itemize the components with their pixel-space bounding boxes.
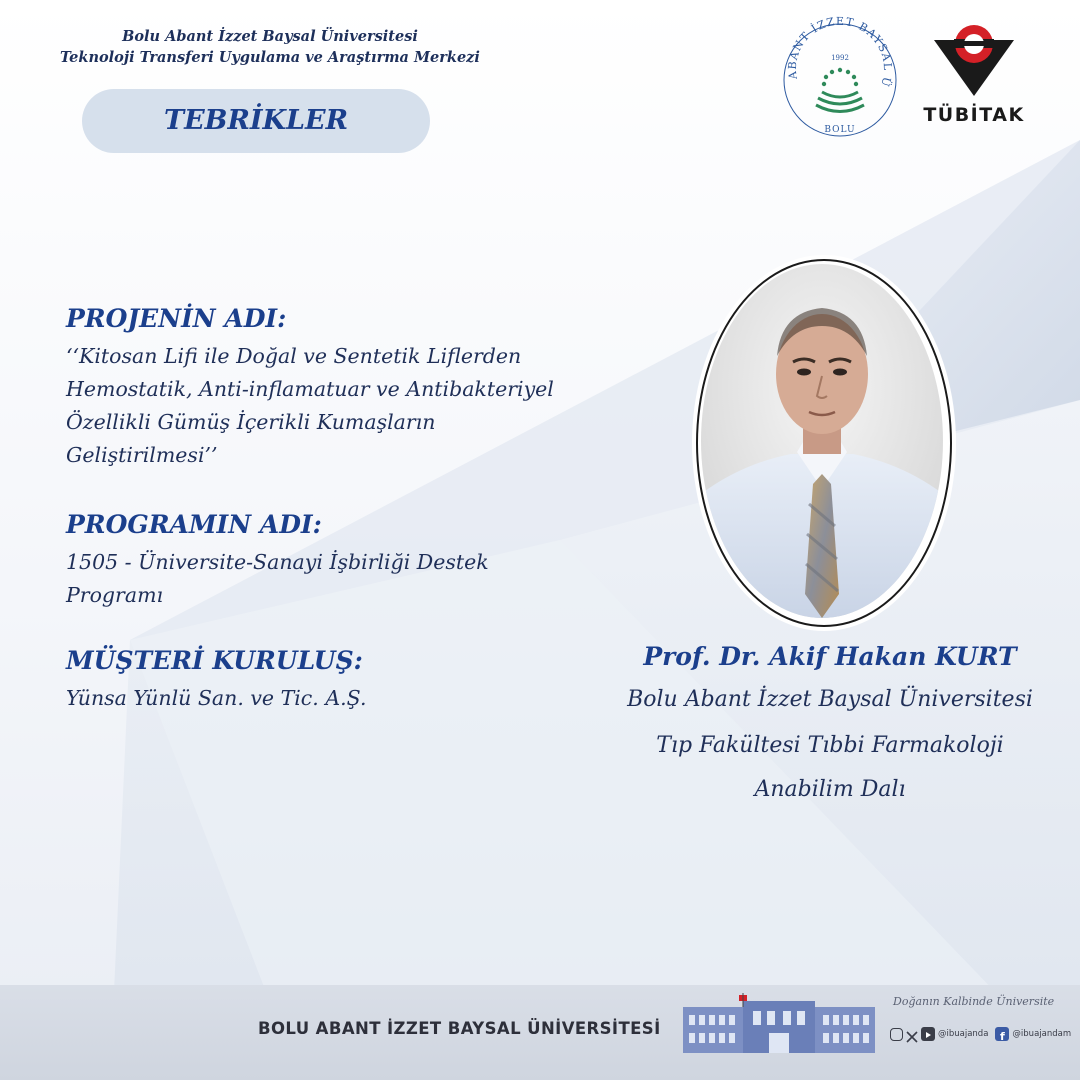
portrait-photo	[701, 264, 943, 618]
university-seal-logo	[780, 10, 900, 140]
footer-slogan: Doğanın Kalbinde Üniversite	[893, 995, 1055, 1008]
project-title	[66, 340, 554, 472]
program-name	[66, 546, 489, 612]
svg-text:1992: 1992	[831, 54, 849, 62]
congratulations-label: TEBRİKLER	[163, 105, 349, 136]
x-icon[interactable]	[906, 1028, 918, 1040]
tubitak-logo	[916, 14, 1032, 134]
institution-name: Bolu Abant İzzet Baysal Üniversitesi	[122, 28, 418, 45]
facebook-icon[interactable]	[995, 1027, 1009, 1041]
person-affiliation-line: Anabilim Dalı	[754, 777, 906, 802]
tubitak-emblem-icon	[916, 14, 1032, 102]
footer-bar	[0, 985, 1080, 1080]
tubitak-label: TÜBİTAK	[923, 104, 1025, 126]
svg-text:f: f	[1000, 1030, 1006, 1042]
program-name-line: Programı	[66, 583, 164, 607]
social-links	[890, 1025, 1075, 1043]
instagram-icon[interactable]	[890, 1028, 903, 1041]
person-affiliation-line: Bolu Abant İzzet Baysal Üniversitesi	[627, 687, 1033, 712]
project-title-line: Geliştirilmesi’’	[66, 443, 218, 467]
client-heading: MÜŞTERİ KURULUŞ:	[66, 646, 363, 675]
program-heading: PROGRAMIN ADI:	[66, 510, 322, 539]
program-name-line: 1505 - Üniversite-Sanayi İşbirliği Destek	[66, 550, 489, 574]
svg-text:BOLU: BOLU	[824, 125, 856, 135]
person-affiliation-line: Tıp Fakültesi Tıbbi Farmakoloji	[656, 733, 1004, 758]
youtube-icon[interactable]	[921, 1027, 935, 1041]
project-title-line: Hemostatik, Anti-inflamatuar ve Antibakteriyel	[66, 377, 554, 401]
person-name: Prof. Dr. Akif Hakan KURT	[643, 642, 1017, 671]
project-title-line: ‘‘Kitosan Lifi ile Doğal ve Sentetik Liflerden	[66, 344, 522, 368]
institution-center-name: Teknoloji Transferi Uygulama ve Araştırma Merkezi	[60, 49, 480, 66]
client-name-line: Yünsa Yünlü San. ve Tic. A.Ş.	[66, 686, 367, 710]
project-heading: PROJENİN ADI:	[66, 304, 287, 333]
client-name	[66, 682, 366, 715]
university-seal-icon	[780, 10, 900, 140]
congratulations-banner	[82, 89, 430, 153]
footer-university-name: BOLU ABANT İZZET BAYSAL ÜNİVERSİTESİ	[258, 1019, 661, 1038]
svg-text:ABANT İZZET BAYSAL ÜNİVERSİTES: ABANT İZZET BAYSAL Ü	[785, 14, 895, 89]
university-building-icon	[683, 993, 875, 1053]
social-handle[interactable]: @ibuajandam	[1012, 1029, 1072, 1039]
portrait-illustration	[701, 264, 943, 618]
social-handle[interactable]: @ibuajanda	[938, 1029, 989, 1039]
project-title-line: Özellikli Gümüş İçerikli Kumaşların	[66, 410, 436, 434]
